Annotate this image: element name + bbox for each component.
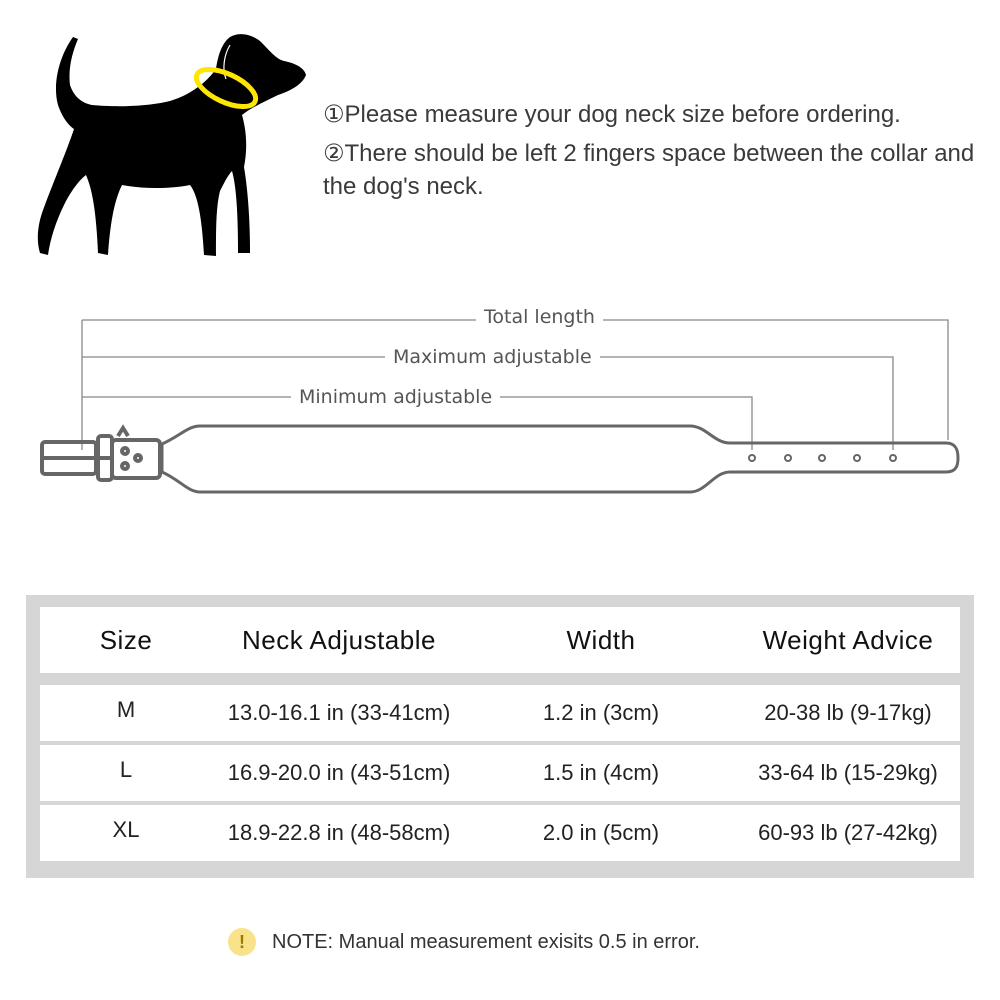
- table-row: [40, 685, 960, 741]
- note-text: NOTE: Manual measurement exisits 0.5 in error.: [272, 930, 700, 953]
- total-length-line: [82, 320, 948, 440]
- instruction-line-1: ①Please measure your dog neck size before ordering.: [323, 101, 901, 128]
- measurement-note: [228, 928, 700, 956]
- header-weight-advice: Weight Advice: [762, 624, 934, 655]
- minimum-adjustable-label: Minimum adjustable: [291, 386, 500, 408]
- strap-holes: [749, 455, 896, 461]
- cell-width: 1.5 in (4cm): [542, 760, 660, 785]
- collar-strap: [162, 426, 958, 492]
- cell-weight-advice: 20-38 lb (9-17kg): [764, 700, 932, 725]
- instruction-line-2: ②There should be left 2 fingers space between the collar and the dog's neck.: [323, 140, 975, 200]
- total-length-label: Total length: [476, 306, 603, 328]
- cell-weight-advice: 60-93 lb (27-42kg): [758, 820, 938, 845]
- maximum-adjustable-label: Maximum adjustable: [385, 346, 600, 368]
- table-row: [40, 805, 960, 861]
- header-width: Width: [566, 624, 636, 655]
- header-size: Size: [99, 624, 153, 655]
- cell-width: 1.2 in (3cm): [542, 700, 660, 725]
- table-header-row: [40, 607, 960, 673]
- dog-silhouette-illustration: [30, 25, 320, 265]
- buckle-icon: [40, 428, 160, 480]
- cell-neck-adjustable: 18.9-22.8 in (48-58cm): [227, 820, 451, 845]
- measure-instructions: [323, 98, 983, 209]
- dog-body: [38, 34, 306, 256]
- cell-size: XL: [112, 817, 140, 842]
- warning-icon: !: [228, 928, 256, 956]
- cell-neck-adjustable: 16.9-20.0 in (43-51cm): [227, 760, 451, 785]
- cell-size: L: [119, 757, 133, 782]
- size-table: [26, 595, 974, 878]
- cell-neck-adjustable: 13.0-16.1 in (33-41cm): [227, 700, 451, 725]
- cell-size: M: [116, 697, 136, 722]
- cell-weight-advice: 33-64 lb (15-29kg): [758, 760, 938, 785]
- table-row: [40, 745, 960, 801]
- cell-width: 2.0 in (5cm): [542, 820, 660, 845]
- header-neck-adjustable: Neck Adjustable: [242, 624, 436, 655]
